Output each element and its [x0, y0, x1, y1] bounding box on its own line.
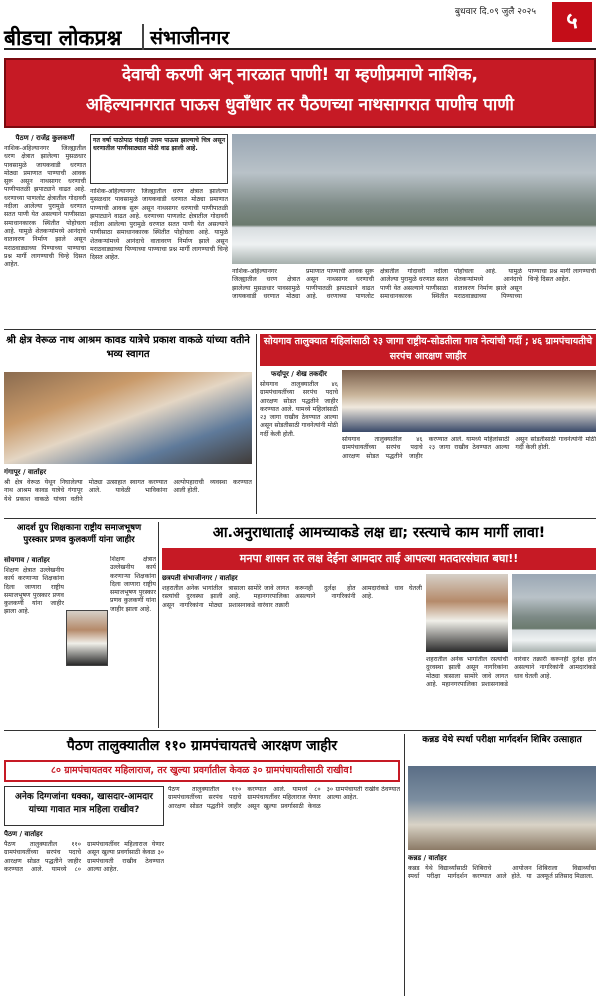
lead-story-column-2: [90, 188, 228, 324]
soygaon-body-continued: सोयगाव तालुक्यातील ४६ ग्रामपंचायतींच्या सरपंच पदाचे आरक्षण सोडत पद्धतीने जाहीर करण्यात आले. यामध्ये महिलांसाठी २३ जागा राखीव ठेवण्यात आल्या असून सोडतीसाठी गावनेत्यांनी मोठी गर्दी केली होती.: [342, 436, 596, 460]
road-work-story: [162, 574, 422, 726]
kawad-yatra-byline: गंगापूर / वार्ताहर: [4, 468, 47, 476]
column-divider: [158, 522, 159, 728]
kawad-yatra-body: श्री क्षेत्र वेरूळ येथून निघालेल्या नाथ आश्रम कावड यात्रेचे गंगापूर येथे प्रकाश वाकळे यांच्या वतीने मोठ्या उत्साहात स्वागत करण्यात आले. यावेळी भाविकांना अल्पोपहाराची व्यवस्था करण्यात आली होती.: [4, 479, 252, 503]
soygaon-byline: फर्दापूर / शेख तकदीर: [271, 370, 327, 378]
paithan-reservation-redline: ८० ग्रामपंचायतवर महिलाराज, तर खुल्या प्रवर्गातील केवळ ३० ग्रामपंचायतीसाठी राखीव!: [4, 760, 400, 782]
page-number: ५: [552, 2, 592, 42]
award-body-continued: शिक्षण क्षेत्रात उल्लेखनीय कार्य करणाऱ्या शिक्षकांना दिला जाणारा राष्ट्रीय समाजभूषण पुरस्कार प्रणव कुलकर्णी यांना जाहीर झाला आहे.: [110, 556, 156, 613]
lead-story-inset-text: गत वर्षा पाठोपाठ यंदाही उत्तम पाऊस झाल्याचे चित्र असून धरणातील पाणीसाठ्यात मोठी वाढ झाली आहे.: [93, 137, 225, 153]
paithan-story-cols: [168, 786, 400, 996]
paithan-story-col1: [4, 830, 164, 996]
lead-story-columns-right: [232, 268, 596, 324]
award-portrait-photo: [66, 610, 108, 666]
paithan-reservation-boxhead: अनेक दिग्गजांना धक्का, खासदार-आमदार यांच्या गावात मात्र महिला राखीव?: [4, 786, 164, 826]
column-divider: [256, 334, 257, 514]
kannad-camp-headline: कन्नड येथे स्पर्धा परीक्षा मार्गदर्शन शिबिर उत्साहात: [422, 735, 582, 745]
section-name: संभाजीनगर: [142, 24, 229, 50]
lead-story-body-right: नाशिक-अहिल्यानगर जिल्ह्यातील धरण क्षेत्रात झालेल्या मुसळधार पावसामुळे जायकवाडी धरणात मोठ्या प्रमाणात पाण्याची आवक सुरू असून नाथसागर धरणाची पाणीपातळी झपाट्याने वाढत आहे. धरणाच्या पाणलोट क्षेत्रातील गोदावरी नदीला आलेल्या पुरामुळे धरणात सतत पाणी येत असल्याने पाणीसाठा समाधानकारक स्थितीत पोहोचला आहे. यामुळे शेतकऱ्यांमध्ये आनंदाचे वातावरण निर्माण झाले असून मराठवाड्याच्या पिण्याच्या पाण्याचा प्रश्न मार्गी लागण्याची चिन्हे दिसत आहेत.: [232, 268, 596, 300]
divider: [4, 329, 596, 330]
lead-headline-line2: अहिल्यानगरात पाऊस धुवाँधार तर पैठणच्या नाथसागरात पाणीच पाणी: [86, 95, 514, 115]
paithan-reservation-headline: पैठण तालुक्यातील ११० ग्रामपंचायतचे आरक्षण जाहीर: [66, 738, 338, 754]
column-divider: [404, 734, 405, 996]
lead-story-body-continued: नाशिक-अहिल्यानगर जिल्ह्यातील धरण क्षेत्रात झालेल्या मुसळधार पावसामुळे जायकवाडी धरणात मोठ्या प्रमाणात पाण्याची आवक सुरू असून नाथसागर धरणाची पाणीपातळी झपाट्याने वाढत आहे. धरणाच्या पाणलोट क्षेत्रातील गोदावरी नदीला आलेल्या पुरामुळे धरणात सतत पाणी येत असल्याने पाणीसाठा समाधानकारक स्थितीत पोहोचला आहे. यामुळे शेतकऱ्यांमध्ये आनंदाचे वातावरण निर्माण झाले असून मराठवाड्याच्या पिण्याच्या पाण्याचा प्रश्न मार्गी लागण्याची चिन्हे दिसत आहेत.: [90, 188, 228, 262]
award-body: शिक्षण क्षेत्रात उल्लेखनीय कार्य करणाऱ्या शिक्षकांना दिला जाणारा राष्ट्रीय समाजभूषण पुरस्कार प्रणव कुलकर्णी यांना जाहीर झाला आहे.: [4, 567, 64, 616]
paithan-byline: पैठण / वार्ताहर: [4, 830, 43, 838]
kannad-camp-photo: [408, 766, 596, 850]
dateline: बुधवार दि.०९ जुलै २०२५: [454, 7, 536, 17]
road-work-photo-1: [426, 574, 508, 652]
soygaon-body: सोयगाव तालुक्यातील ४६ ग्रामपंचायतींच्या सरपंच पदाचे आरक्षण सोडत पद्धतीने जाहीर करण्यात आले. यामध्ये महिलांसाठी २३ जागा राखीव ठेवण्यात आल्या असून सोडतीसाठी गावनेत्यांनी मोठी गर्दी केली होती.: [260, 381, 338, 438]
lead-story-inset: [90, 134, 228, 184]
kawad-yatra-story: [4, 468, 252, 514]
soygaon-story-cols: [342, 436, 596, 514]
soygaon-story-col1: [260, 370, 338, 514]
divider: [4, 730, 596, 731]
road-work-headline: आ.अनुराधाताई आमच्याकडे लक्ष द्या; रस्त्याचे काम मार्गी लावा!: [212, 525, 546, 541]
lead-headline-banner: [4, 58, 596, 128]
award-headline: आदर्श ग्रुप शिक्षकाना राष्ट्रीय समाजभूषण पुरस्कार प्रणव कुलकर्णी यांना जाहीर: [16, 523, 142, 545]
kannad-byline: कन्नड / वार्ताहर: [408, 854, 447, 862]
kawad-yatra-headline: श्री क्षेत्र वेरूळ नाथ आश्रम कावड यात्रेचे प्रकाश वाकळे यांच्या वतीने भव्य स्वागत: [6, 335, 250, 360]
soygaon-reservation-headline: सोयगाव तालुक्यात महिलांसाठी २३ जागा राष्ट्रीय-सोडतीला गाव नेत्यांची गर्दी ; ४६ ग्रामपंचायतीचे सरपंच आरक्षण जाहीर: [260, 334, 596, 366]
award-story-col1: [4, 556, 64, 726]
road-work-photo-2: [512, 574, 596, 652]
paithan-body-continued: पैठण तालुक्यातील ११० ग्रामपंचायतींच्या सरपंच पदाचे आरक्षण सोडत पद्धतीने जाहीर करण्यात आले. यामध्ये ८० ग्रामपंचायतींवर महिलाराज येणार असून खुल्या प्रवर्गासाठी केवळ ३० ग्रामपंचायती राखीव ठेवण्यात आल्या आहेत.: [168, 786, 400, 810]
road-work-caption: [426, 656, 596, 726]
paithan-body: पैठण तालुक्यातील ११० ग्रामपंचायतींच्या सरपंच पदाचे आरक्षण सोडत पद्धतीने जाहीर करण्यात आले. यामध्ये ८० ग्रामपंचायतींवर महिलाराज येणार असून खुल्या प्रवर्गासाठी केवळ ३० ग्रामपंचायती राखीव ठेवण्यात आल्या आहेत.: [4, 841, 164, 873]
award-story-col2: [110, 556, 156, 726]
dam-photo: [232, 134, 596, 264]
road-work-subhead: मनपा शासन तर लक्ष देईना आमदार ताई आपल्या मतदारसंघात बघा!!: [162, 548, 596, 570]
newspaper-brand: बीडचा लोकप्रश्न: [4, 25, 122, 50]
masthead: [4, 0, 596, 50]
lead-story-body: नाशिक-अहिल्यानगर जिल्ह्यातील धरण क्षेत्रात झालेल्या मुसळधार पावसामुळे जायकवाडी धरणात मोठ्या प्रमाणात पाण्याची आवक सुरू असून नाथसागर धरणाची पाणीपातळी झपाट्याने वाढत आहे. धरणाच्या पाणलोट क्षेत्रातील गोदावरी नदीला आलेल्या पुरामुळे धरणात सतत पाणी येत असल्याने पाणीसाठा समाधानकारक स्थितीत पोहोचला आहे. यामुळे शेतकऱ्यांमध्ये आनंदाचे वातावरण निर्माण झाले असून मराठवाड्याच्या पिण्याच्या पाण्याचा प्रश्न मार्गी लागण्याची चिन्हे दिसत आहेत.: [4, 145, 86, 269]
kawad-yatra-photo: [4, 372, 252, 464]
lead-story-byline: पैठण / राजेंद्र कुलकर्णी: [15, 134, 75, 142]
soygaon-meeting-photo: [342, 370, 596, 432]
road-work-byline: छत्रपती संभाजीनगर / वार्ताहर: [162, 574, 238, 582]
kannad-camp-story: [408, 854, 596, 996]
award-byline: सोयगाव / वार्ताहर: [4, 556, 50, 564]
road-work-caption-text: शहरातील अनेक भागांतील रस्त्यांची दुरवस्था झाली असून नागरिकांना मोठ्या त्रासाला सामोरे जावे लागत आहे. महानगरपालिका प्रशासनाकडे वारंवार तक्रारी करूनही दुर्लक्ष होत असल्याने नागरिकांनी आमदारांकडे धाव घेतली आहे.: [426, 656, 596, 688]
lead-headline-line1: देवाची करणी अन् नारळात पाणी! या म्हणीप्रमाणे नाशिक,: [122, 65, 478, 85]
road-work-body: शहरातील अनेक भागांतील रस्त्यांची दुरवस्था झाली असून नागरिकांना मोठ्या त्रासाला सामोरे जावे लागत आहे. महानगरपालिका प्रशासनाकडे वारंवार तक्रारी करूनही दुर्लक्ष होत असल्याने नागरिकांनी आमदारांकडे धाव घेतली आहे.: [162, 585, 422, 609]
divider: [4, 518, 596, 519]
lead-story-column-1: [4, 134, 86, 324]
kannad-body: कन्नड येथे विद्यार्थ्यांसाठी स्पर्धा परीक्षा मार्गदर्शन शिबिराचे आयोजन करण्यात आले होते. या शिबिराला विद्यार्थ्यांचा उत्स्फूर्त प्रतिसाद मिळाला.: [408, 865, 596, 881]
